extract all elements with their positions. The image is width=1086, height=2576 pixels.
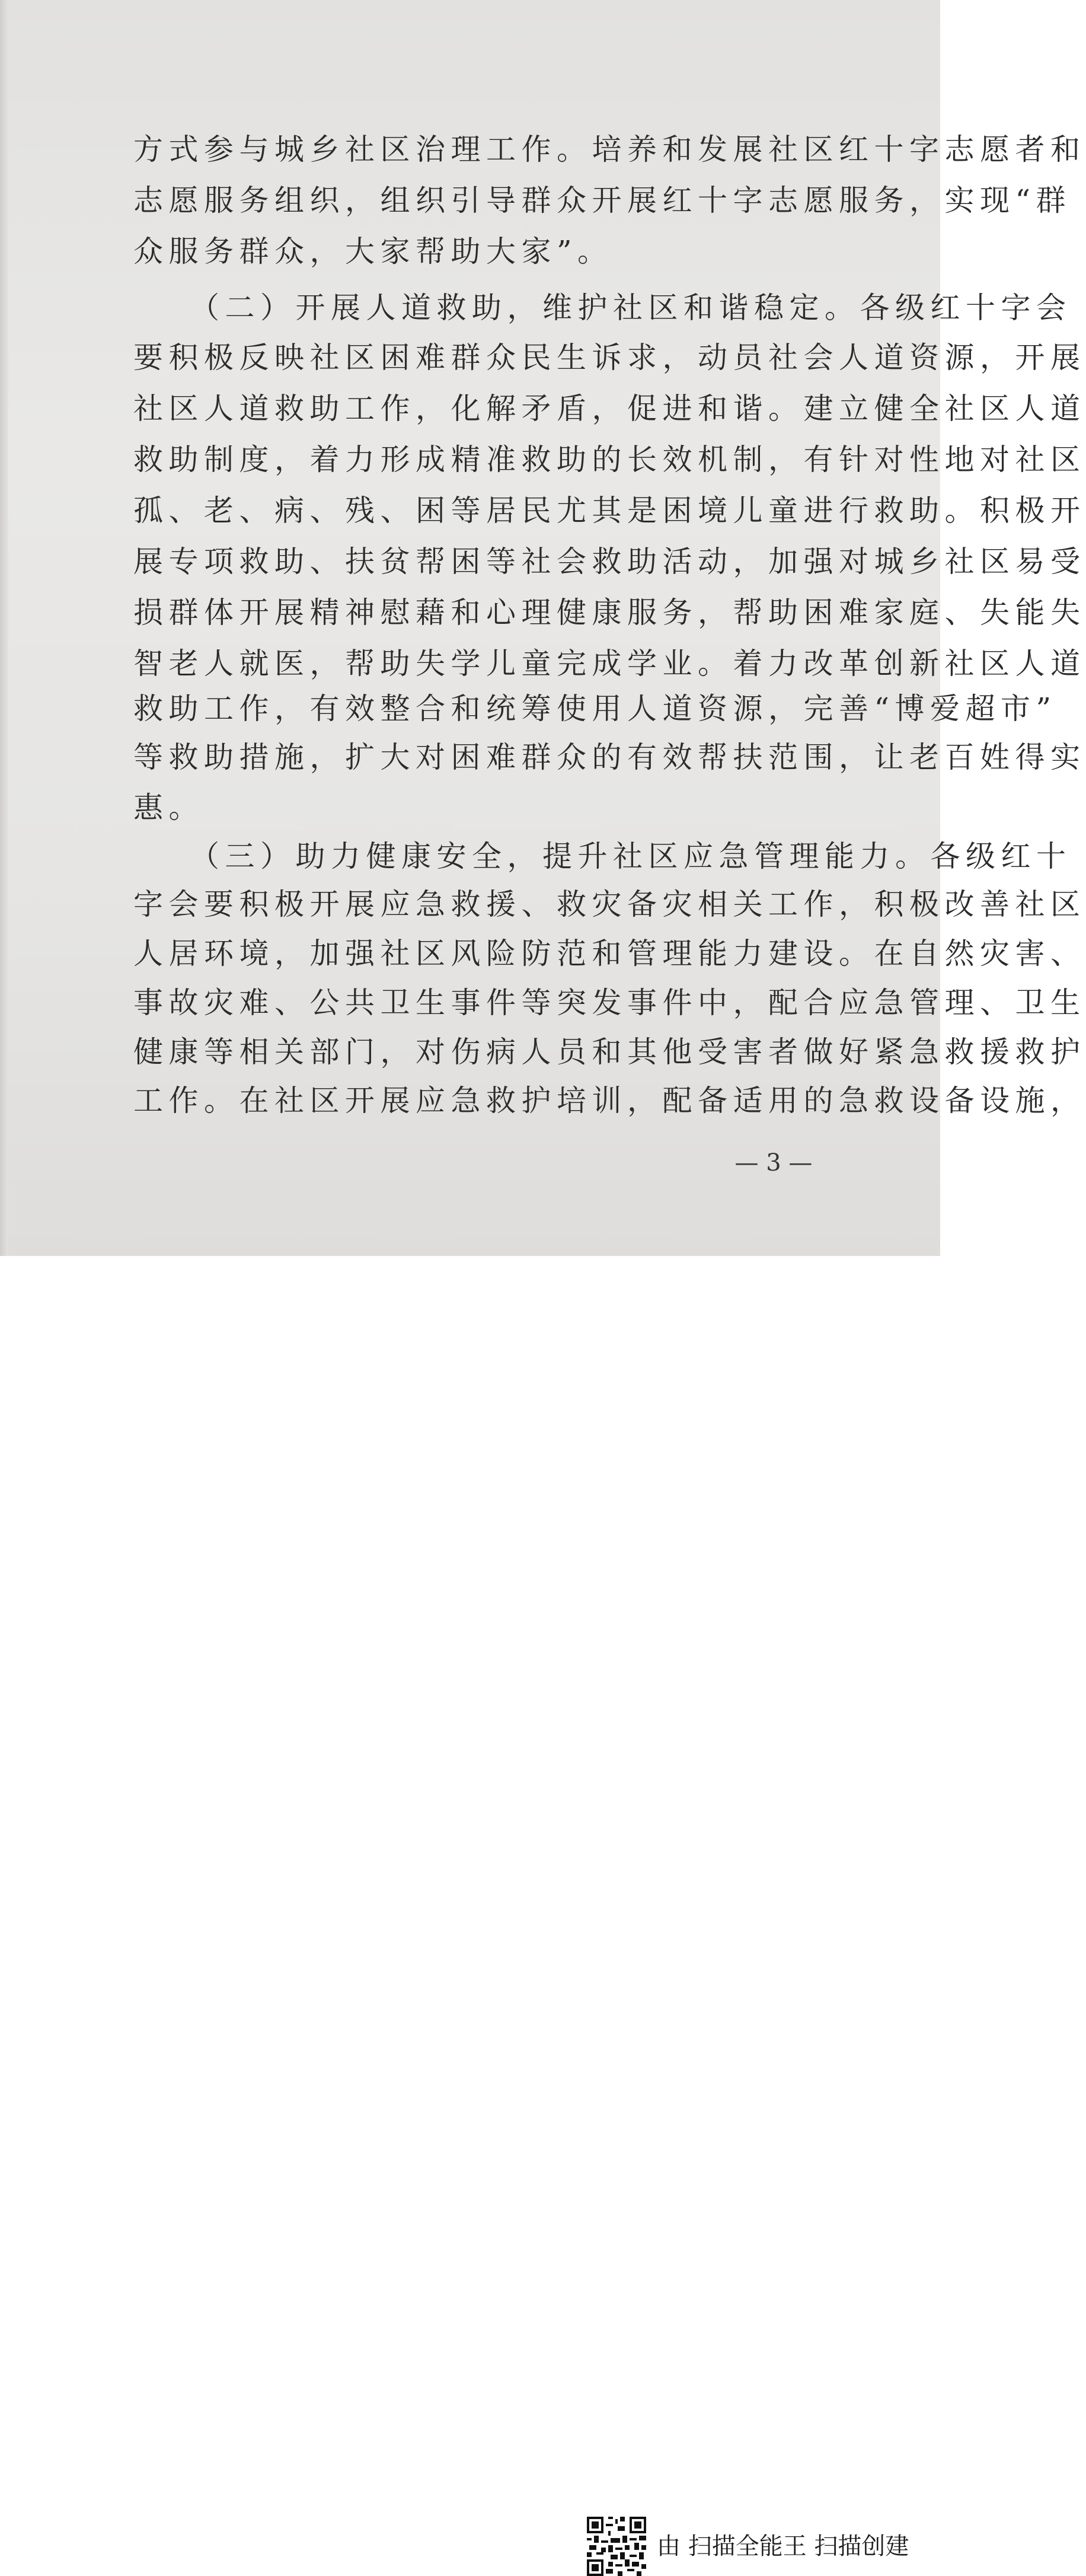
scanner-credit-text: 由 扫描全能王 扫描创建	[657, 2533, 909, 2560]
text-line: 字会要积极开展应急救援、救灾备灾相关工作，积极改善社区	[133, 887, 1086, 922]
text-line: 展专项救助、扶贫帮困等社会救助活动，加强对城乡社区易受	[133, 544, 1086, 579]
paper-edge	[0, 0, 8, 1256]
text-line: 健康等相关部门，对伤病人员和其他受害者做好紧急救援救护	[133, 1035, 1086, 1069]
text-line: 救助制度，着力形成精准救助的长效机制，有针对性地对社区	[133, 442, 1086, 477]
page-number: — 3 —	[734, 1149, 813, 1177]
text-line: 社区人道救助工作，化解矛盾，促进和谐。建立健全社区人道	[133, 391, 1086, 426]
text-line: 损群体开展精神慰藉和心理健康服务，帮助困难家庭、失能失	[133, 595, 1086, 630]
text-line: 要积极反映社区困难群众民生诉求，动员社会人道资源，开展	[133, 340, 1086, 375]
text-line: 等救助措施，扩大对困难群众的有效帮扶范围，让老百姓得实	[133, 740, 1086, 774]
section-heading-line: （三）助力健康安全，提升社区应急管理能力。各级红十	[190, 839, 1072, 873]
scanner-footer	[0, 1256, 940, 2560]
text-line: 惠。	[133, 790, 204, 825]
text-line: 工作。在社区开展应急救护培训，配备适用的急救设备设施，	[133, 1083, 1086, 1118]
section-heading-line: （二）开展人道救助，维护社区和谐稳定。各级红十字会	[190, 291, 1072, 325]
qr-code-icon	[587, 2517, 646, 2576]
text-line: 方式参与城乡社区治理工作。培养和发展社区红十字志愿者和	[133, 132, 1086, 167]
text-line: 人居环境，加强社区风险防范和管理能力建设。在自然灾害、	[133, 936, 1086, 971]
text-line: 志愿服务组织，组织引导群众开展红十字志愿服务，实现“群	[133, 183, 1072, 218]
text-line: 孤、老、病、残、困等居民尤其是困境儿童进行救助。积极开	[133, 493, 1086, 528]
text-line: 救助工作，有效整合和统筹使用人道资源，完善“博爱超市”	[133, 691, 1057, 726]
text-line: 事故灾难、公共卫生事件等突发事件中，配合应急管理、卫生	[133, 986, 1086, 1020]
text-line: 智老人就医，帮助失学儿童完成学业。着力改革创新社区人道	[133, 646, 1086, 681]
text-line: 众服务群众，大家帮助大家”。	[133, 234, 613, 269]
scanned-page	[0, 0, 1086, 1256]
